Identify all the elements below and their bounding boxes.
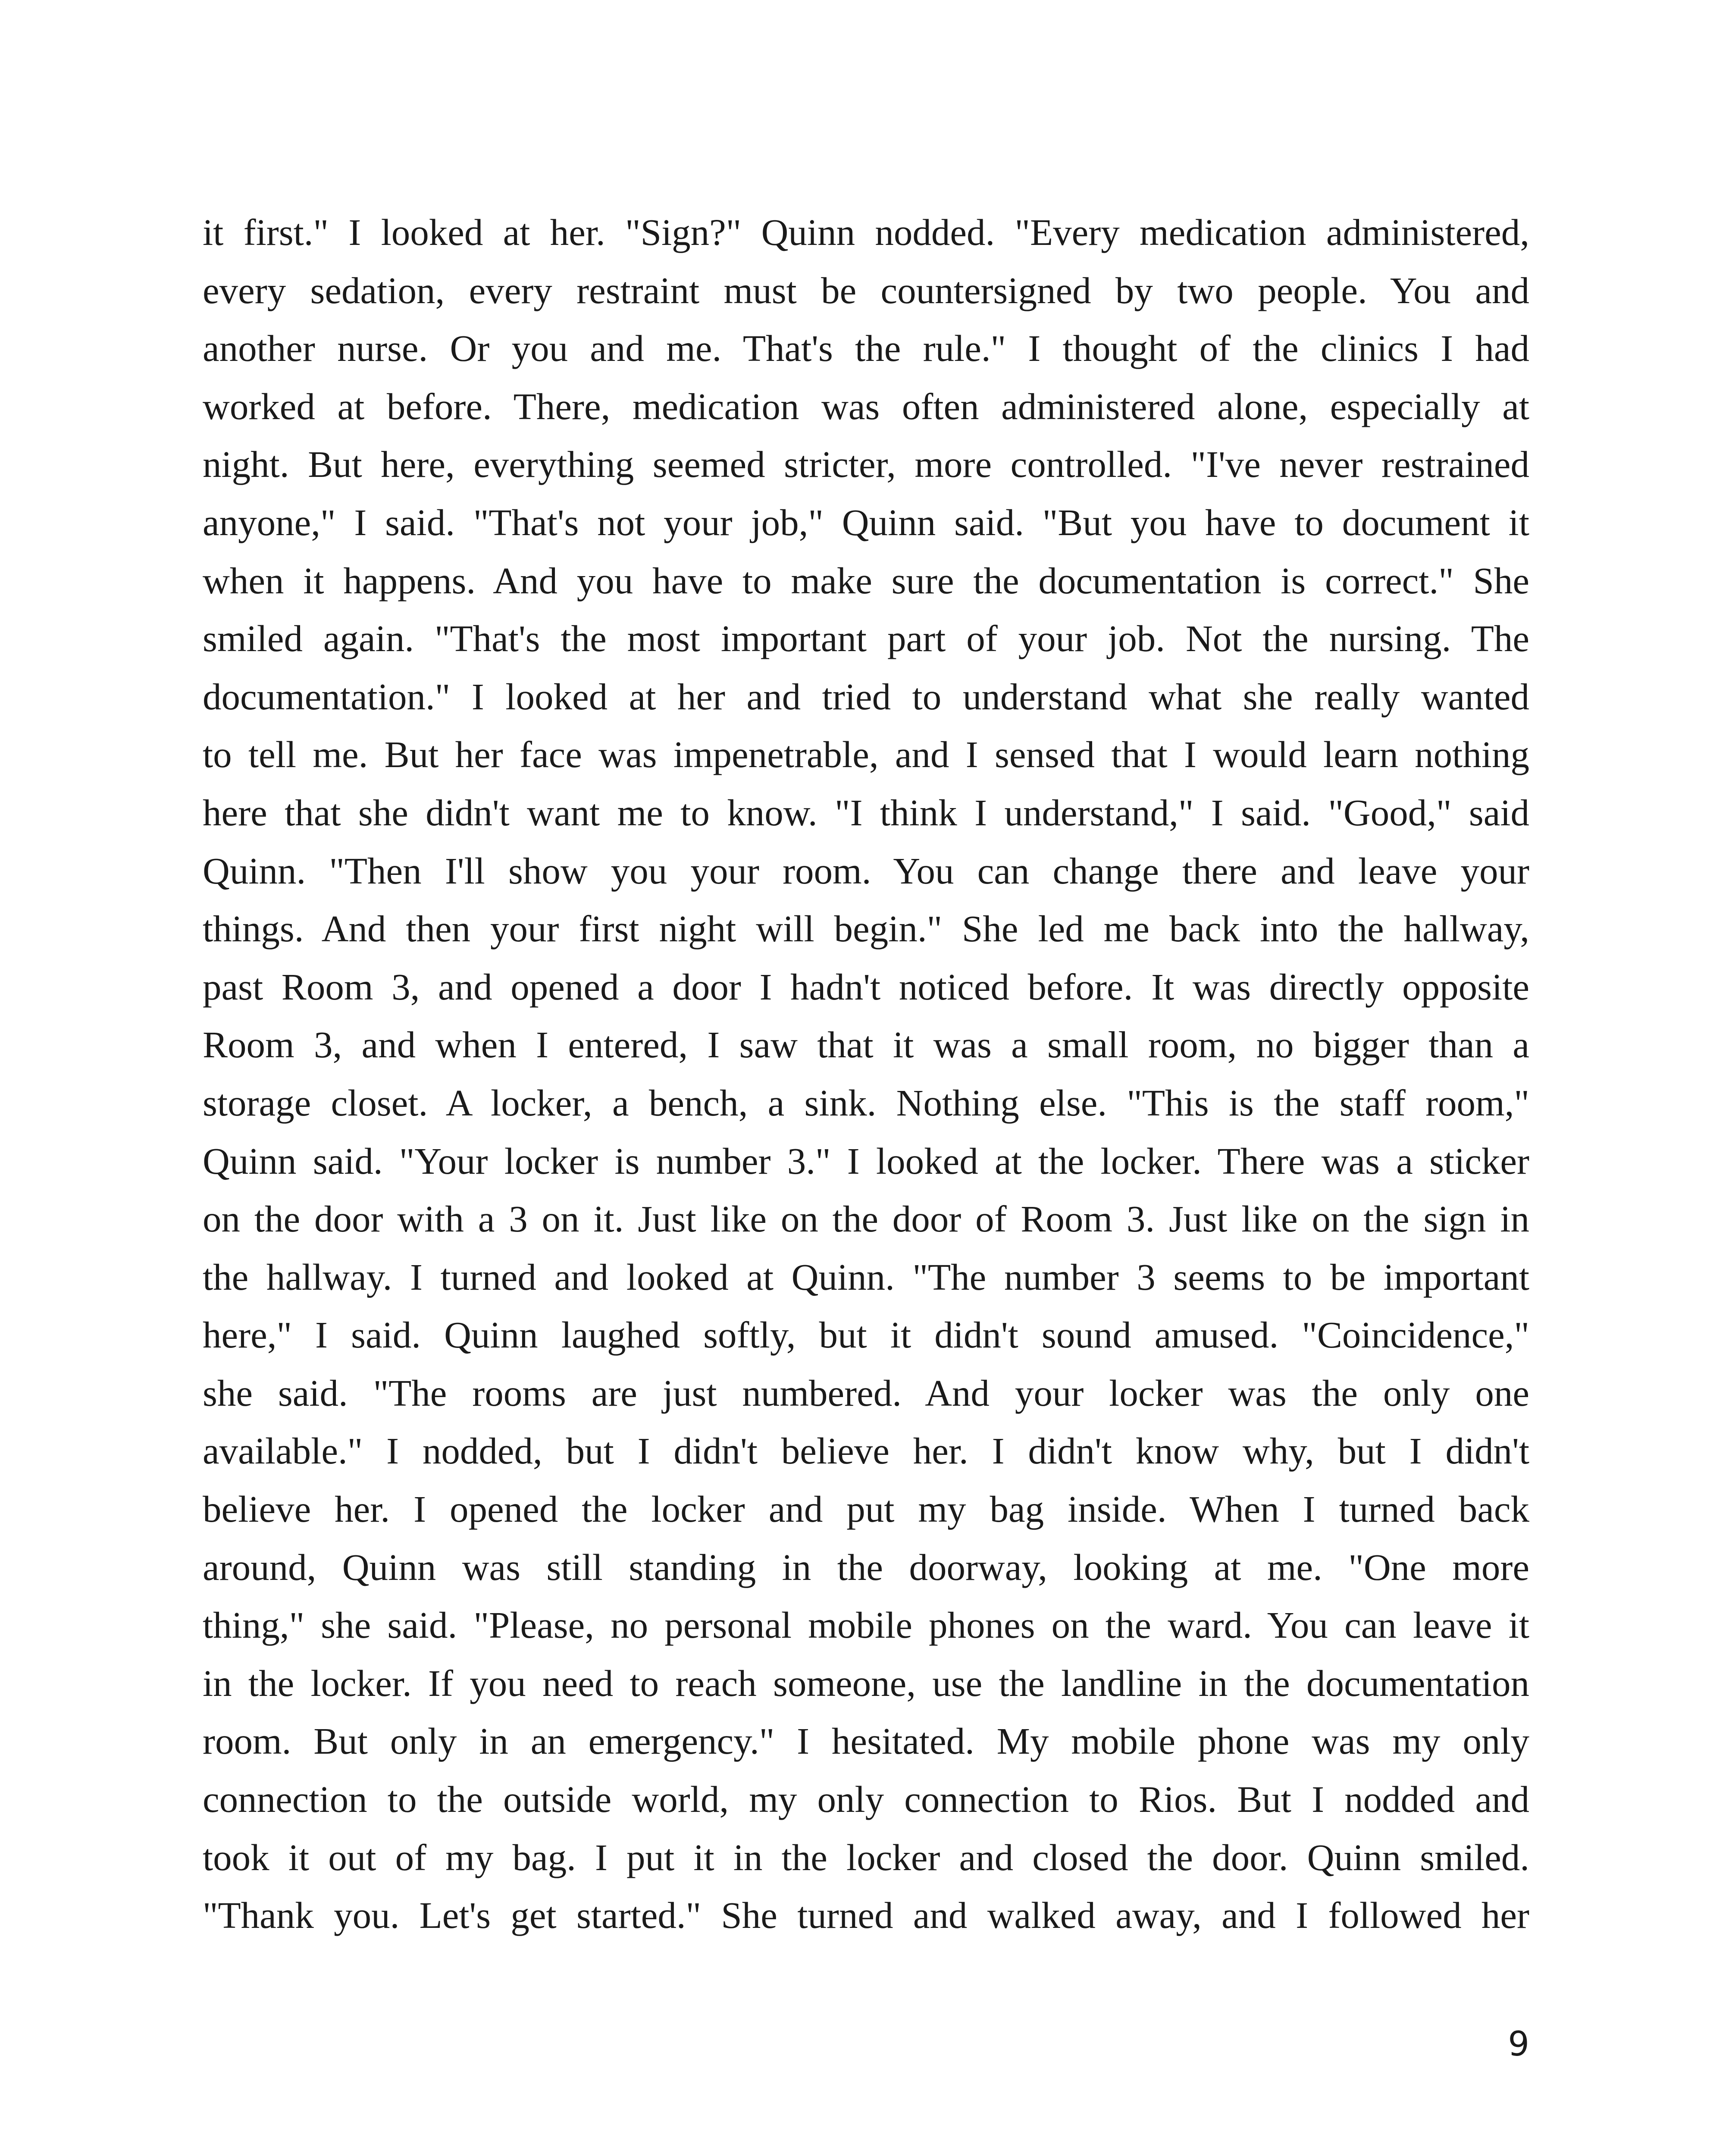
- text-line: she said. "The rooms are just numbered. And your locker was the only one: [203, 1372, 1529, 1414]
- text-line: in the locker. If you need to reach someone, use the landline in the documentation: [203, 1662, 1529, 1704]
- text-line: Room 3, and when I entered, I saw that it was a small room, no bigger than a: [203, 1024, 1529, 1066]
- text-line: Quinn. "Then I'll show you your room. You can change there and leave your: [203, 849, 1529, 892]
- text-line: storage closet. A locker, a bench, a sink. Nothing else. "This is the staff room,": [203, 1081, 1529, 1124]
- text-line: took it out of my bag. I put it in the locker and closed the door. Quinn smiled.: [203, 1836, 1529, 1878]
- text-line: past Room 3, and opened a door I hadn't noticed before. It was directly opposite: [203, 965, 1529, 1008]
- text-line: night. But here, everything seemed stricter, more controlled. "I've never restrained: [203, 443, 1529, 486]
- text-line: to tell me. But her face was impenetrable, and I sensed that I would learn nothing: [203, 733, 1529, 776]
- text-line: here that she didn't want me to know. "I think I understand," I said. "Good," said: [203, 791, 1529, 834]
- text-line: it first." I looked at her. "Sign?" Quinn nodded. "Every medication administered,: [203, 211, 1529, 253]
- text-line: around, Quinn was still standing in the doorway, looking at me. "One more: [203, 1546, 1529, 1588]
- text-line: worked at before. There, medication was often administered alone, especially at: [203, 385, 1529, 427]
- text-line: the hallway. I turned and looked at Quinn. "The number 3 seems to be important: [203, 1256, 1529, 1298]
- text-line: "Thank you. Let's get started." She turned and walked away, and I followed her: [203, 1894, 1529, 1937]
- text-line: here," I said. Quinn laughed softly, but it didn't sound amused. "Coincidence,": [203, 1314, 1529, 1356]
- text-line: anyone," I said. "That's not your job," Quinn said. "But you have to document it: [203, 501, 1529, 543]
- text-line: available." I nodded, but I didn't believe her. I didn't know why, but I didn't: [203, 1430, 1529, 1472]
- text-line: believe her. I opened the locker and put my bag inside. When I turned back: [203, 1488, 1529, 1530]
- text-line: every sedation, every restraint must be countersigned by two people. You and: [203, 269, 1529, 311]
- body-text: [203, 204, 1529, 1945]
- text-line: Quinn said. "Your locker is number 3." I looked at the locker. There was a sticker: [203, 1140, 1529, 1182]
- page-number: 9: [1508, 2025, 1529, 2064]
- text-line: things. And then your first night will begin." She led me back into the hallway,: [203, 908, 1529, 950]
- text-line: room. But only in an emergency." I hesitated. My mobile phone was my only: [203, 1720, 1529, 1762]
- text-line: when it happens. And you have to make sure the documentation is correct." She: [203, 559, 1529, 602]
- text-line: connection to the outside world, my only connection to Rios. But I nodded and: [203, 1778, 1529, 1821]
- text-line: another nurse. Or you and me. That's the rule." I thought of the clinics I had: [203, 327, 1529, 370]
- text-line: on the door with a 3 on it. Just like on the door of Room 3. Just like on the sign in: [203, 1198, 1529, 1240]
- text-line: documentation." I looked at her and tried to understand what she really wanted: [203, 675, 1529, 718]
- text-line: smiled again. "That's the most important part of your job. Not the nursing. The: [203, 617, 1529, 660]
- text-line: thing," she said. "Please, no personal mobile phones on the ward. You can leave it: [203, 1604, 1529, 1646]
